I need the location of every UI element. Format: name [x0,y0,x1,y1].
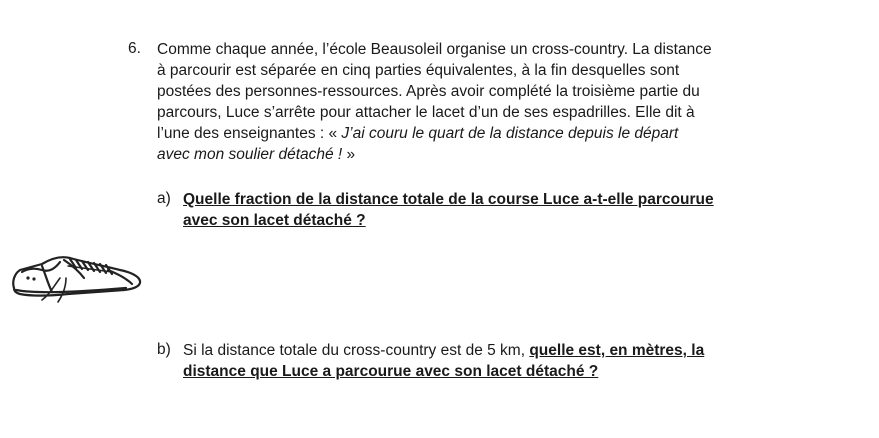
part-b-ask-2: distance que Luce a parcourue avec son lacet détaché ? [183,363,599,380]
question-line-2: à parcourir est séparée en cinq parties équivalentes, à la fin desquelles sont [157,62,680,79]
part-b-line-1 [183,341,704,361]
question-number: 6. [128,40,141,57]
part-a-line-1: Quelle fraction de la distance totale de la course Luce a-t-elle parcourue [183,191,714,208]
question-quote-part-1: J’ai couru le quart de la distance depuis le départ [341,125,679,142]
part-b-label: b) [157,341,171,358]
part-b-intro: Si la distance totale du cross-country est de 5 km, [183,342,530,359]
question-quote-close: » [342,146,356,163]
question-line-1: Comme chaque année, l’école Beausoleil organise un cross-country. La distance [157,41,712,58]
question-line-5 [157,124,678,144]
part-a-label: a) [157,190,171,207]
question-line-5-prefix: l’une des enseignantes : « [157,125,342,142]
part-b-ask-1: quelle est, en mètres, la [529,342,705,359]
question-line-6 [157,145,355,165]
question-line-3: postées des personnes-ressources. Après avoir complété la troisième partie du [157,83,700,100]
question-quote-part-2: avec mon soulier détaché ! [157,146,343,163]
part-a-line-2: avec son lacet détaché ? [183,212,366,229]
shoe-icon [8,248,144,306]
question-line-4: parcours, Luce s’arrête pour attacher le lacet d’un de ses espadrilles. Elle dit à [157,104,695,121]
